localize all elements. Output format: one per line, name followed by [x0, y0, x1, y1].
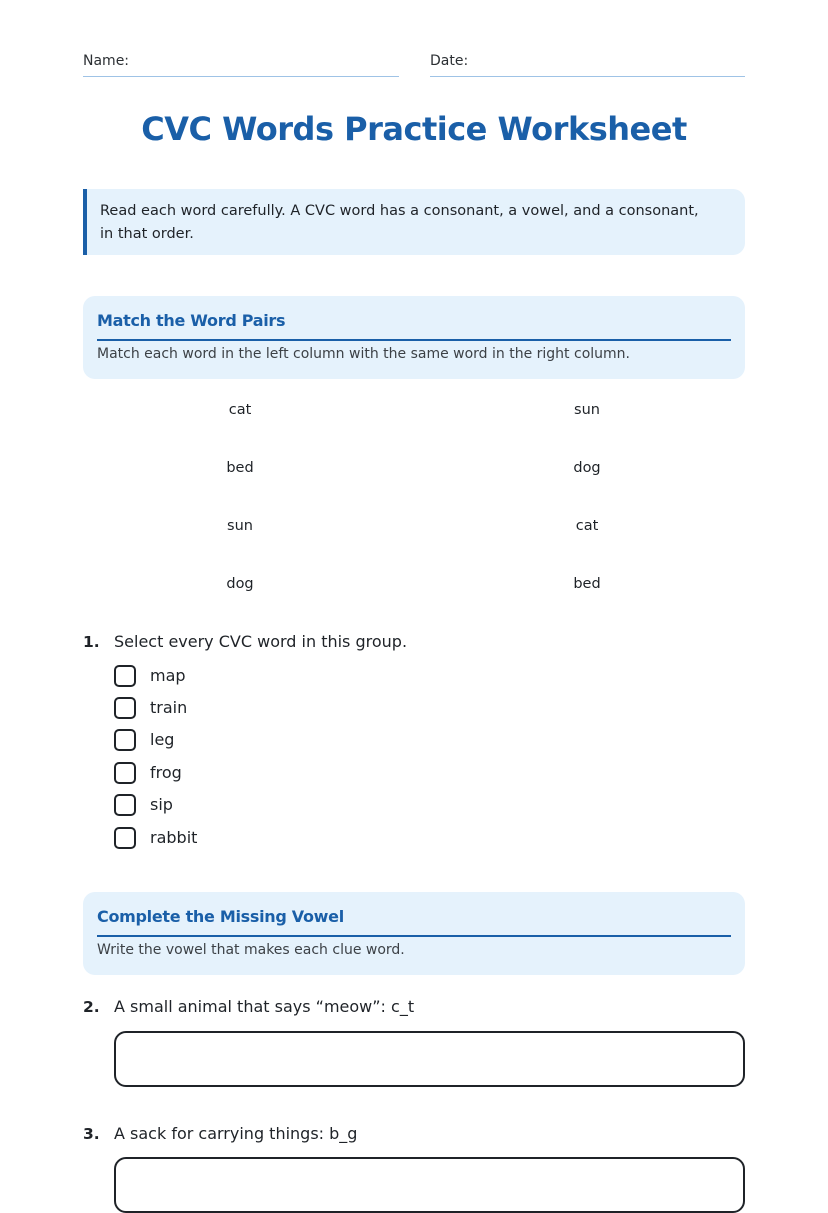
match-left-word[interactable]: cat — [228, 402, 252, 418]
option-label: train — [150, 698, 188, 717]
date-label: Date: — [430, 53, 469, 69]
section-description: Write the vowel that makes each clue word. — [97, 942, 405, 958]
checkbox[interactable] — [114, 729, 136, 751]
section-match-word-pairs — [83, 296, 745, 379]
option-label: map — [150, 666, 186, 685]
match-left-word[interactable]: bed — [226, 460, 254, 476]
match-left-word[interactable]: dog — [226, 576, 254, 592]
section-heading: Match the Word Pairs — [97, 311, 286, 330]
section-missing-vowel — [83, 892, 745, 975]
answer-box[interactable] — [114, 1031, 745, 1087]
section-divider — [97, 935, 731, 937]
option-label: sip — [150, 795, 173, 814]
checkbox[interactable] — [114, 827, 136, 849]
checkbox[interactable] — [114, 762, 136, 784]
worksheet-title: CVC Words Practice Worksheet — [141, 110, 687, 148]
match-right-word[interactable]: cat — [575, 518, 599, 534]
option-label: leg — [150, 730, 175, 749]
section-heading: Complete the Missing Vowel — [97, 907, 344, 926]
section-description: Match each word in the left column with the same word in the right column. — [97, 346, 630, 362]
option-label: frog — [150, 763, 182, 782]
name-line[interactable] — [83, 76, 399, 77]
question-number: 1. — [83, 633, 100, 651]
question-text: Select every CVC word in this group. — [114, 632, 408, 651]
checkbox[interactable] — [114, 697, 136, 719]
match-right-word[interactable]: dog — [573, 460, 601, 476]
instructions-text: Read each word carefully. A CVC word has a consonant, a vowel, and a consonant, in that order. — [100, 203, 699, 242]
question-number: 3. — [83, 1125, 100, 1143]
match-right-word[interactable]: bed — [573, 576, 601, 592]
date-line[interactable] — [430, 76, 745, 77]
option-label: rabbit — [150, 828, 198, 847]
checkbox[interactable] — [114, 794, 136, 816]
question-text: A sack for carrying things: b_g — [114, 1124, 358, 1143]
match-right-word[interactable]: sun — [574, 402, 600, 418]
section-divider — [97, 339, 731, 341]
question-text: A small animal that says “meow”: c_t — [114, 997, 415, 1016]
question-number: 2. — [83, 998, 100, 1016]
match-left-word[interactable]: sun — [227, 518, 253, 534]
checkbox[interactable] — [114, 665, 136, 687]
name-label: Name: — [83, 53, 130, 69]
answer-box[interactable] — [114, 1157, 745, 1213]
instructions-callout — [83, 189, 745, 255]
